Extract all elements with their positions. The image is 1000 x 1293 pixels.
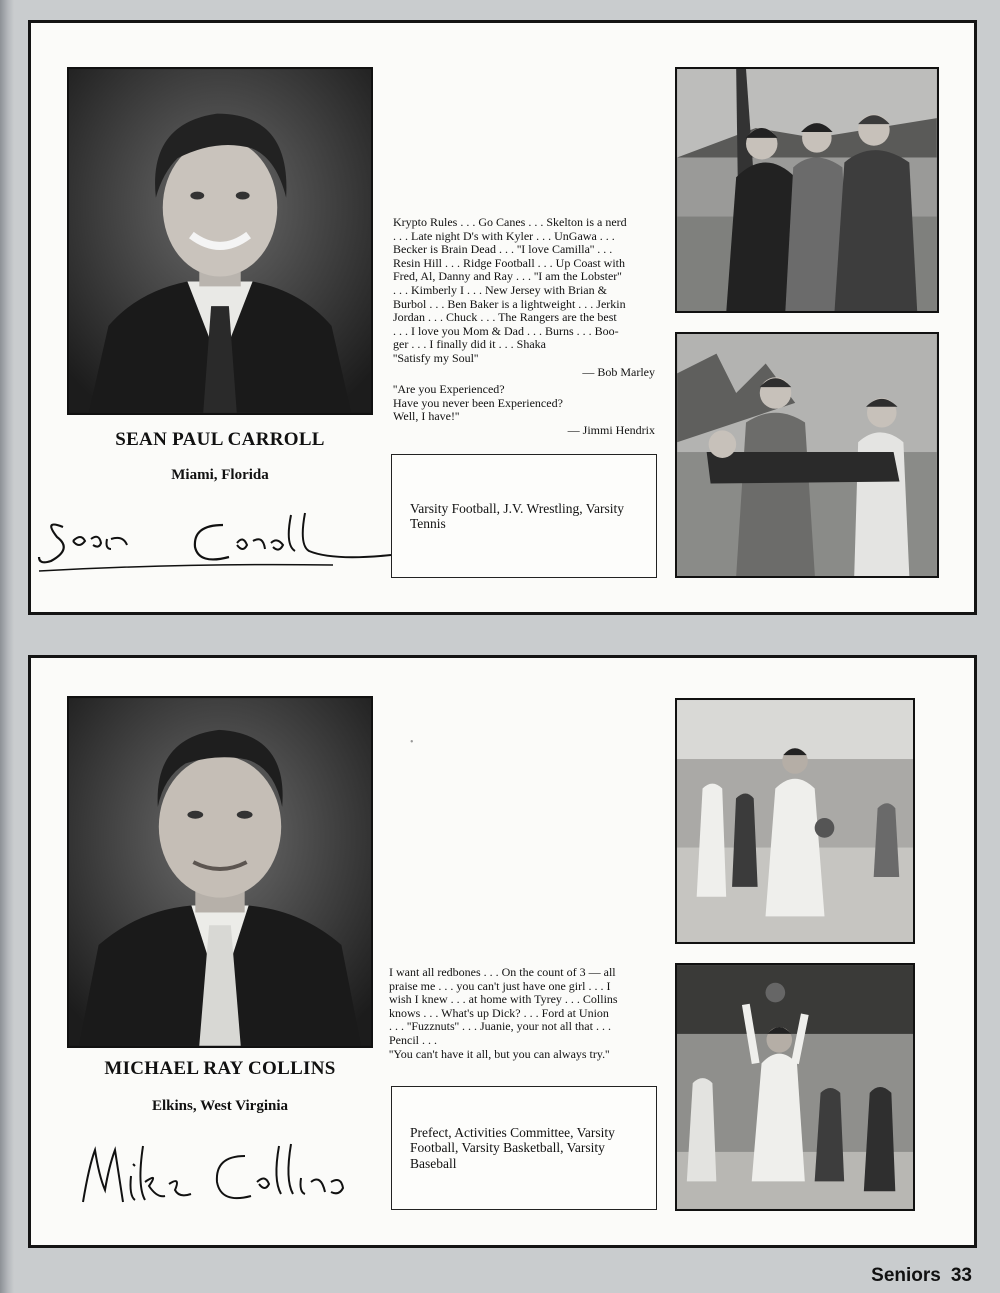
quote-line: . . . ''Fuzznuts'' . . . Juanie, your not all that . . . bbox=[389, 1019, 611, 1034]
candid-photo bbox=[675, 67, 939, 313]
basketball-photo-icon bbox=[677, 700, 913, 942]
quote-line: ''Satisfy my Soul'' bbox=[393, 350, 479, 365]
quote-line: Burbol . . . Ben Baker is a lightweight . . . Jerkin bbox=[393, 296, 626, 311]
senior-quote bbox=[393, 216, 655, 438]
quote-line: praise me . . . you can't just have one girl . . . I bbox=[389, 978, 611, 993]
quote-line: I want all redbones . . . On the count of 3 — all bbox=[389, 965, 616, 979]
quote-line: ''Are you Experienced? bbox=[393, 382, 505, 397]
quote-attribution: — Bob Marley bbox=[582, 364, 655, 379]
senior-quote bbox=[389, 966, 654, 1061]
quote-line: . . . I love you Mom & Dad . . . Burns . . . Boo- bbox=[393, 323, 619, 338]
activities-text: Varsity Football, J.V. Wrestling, Varsity Tennis bbox=[410, 500, 624, 531]
portrait-photo-icon bbox=[69, 69, 371, 413]
senior-entry-collins bbox=[28, 655, 977, 1248]
candid-photo bbox=[675, 332, 939, 578]
activities-box bbox=[391, 1086, 657, 1210]
quote-line: Jordan . . . Chuck . . . The Rangers are the best bbox=[393, 310, 617, 325]
quote-line: Have you never been Experienced? bbox=[393, 395, 563, 410]
quote-line: knows . . . What's up Dick? . . . Ford at Union bbox=[389, 1005, 609, 1020]
quote-line: Pencil . . . bbox=[389, 1032, 437, 1047]
quote-line: ''You can't have it all, but you can always try.'' bbox=[389, 1046, 610, 1061]
quote-line: Fred, Al, Danny and Ray . . . ''I am the Lobster'' bbox=[393, 269, 622, 284]
quote-line: Resin Hill . . . Ridge Football . . . Up Coast with bbox=[393, 255, 626, 270]
quote-line: Becker is Brain Dead . . . ''I love Camilla'' . . . bbox=[393, 242, 613, 257]
quote-line: . . . Kimberly I . . . New Jersey with Brian & bbox=[393, 282, 607, 297]
senior-portrait bbox=[67, 696, 373, 1048]
candid-photo bbox=[675, 698, 915, 944]
quote-line: Well, I have!'' bbox=[393, 409, 460, 424]
book-binding bbox=[0, 0, 14, 1293]
activities-box bbox=[391, 454, 657, 578]
senior-name: SEAN PAUL CARROLL bbox=[115, 429, 325, 450]
senior-name: MICHAEL RAY COLLINS bbox=[104, 1058, 336, 1079]
activities-text: Prefect, Activities Committee, Varsity Football, Varsity Basketball, Varsity Baseball bbox=[410, 1124, 615, 1171]
signature bbox=[33, 505, 395, 577]
handwritten-signature-icon bbox=[33, 505, 395, 577]
quote-line: wish I knew . . . at home with Tyrey . . . Collins bbox=[389, 992, 618, 1007]
quote-line: . . . Late night D's with Kyler . . . UnGawa . . . bbox=[393, 228, 615, 243]
page-number: 33 bbox=[950, 1265, 972, 1286]
senior-hometown: Elkins, West Virginia bbox=[151, 1098, 288, 1114]
section-label: Seniors bbox=[871, 1265, 941, 1286]
prank-photo-icon bbox=[677, 334, 937, 576]
senior-entry-carroll bbox=[28, 20, 977, 615]
basketball-photo-icon bbox=[677, 965, 913, 1209]
group-photo-icon bbox=[677, 69, 937, 311]
handwritten-signature-icon bbox=[75, 1136, 351, 1216]
page-footer bbox=[861, 1265, 972, 1287]
candid-photo bbox=[675, 963, 915, 1211]
quote-line: ger . . . I finally did it . . . Shaka bbox=[393, 337, 546, 352]
quote-attribution: — Jimmi Hendrix bbox=[567, 422, 655, 437]
senior-portrait bbox=[67, 67, 373, 415]
signature bbox=[75, 1136, 351, 1216]
quote-line: Krypto Rules . . . Go Canes . . . Skelton is a nerd bbox=[393, 215, 627, 229]
senior-hometown: Miami, Florida bbox=[171, 467, 269, 483]
portrait-photo-icon bbox=[69, 698, 371, 1046]
print-speck: • bbox=[410, 737, 414, 748]
